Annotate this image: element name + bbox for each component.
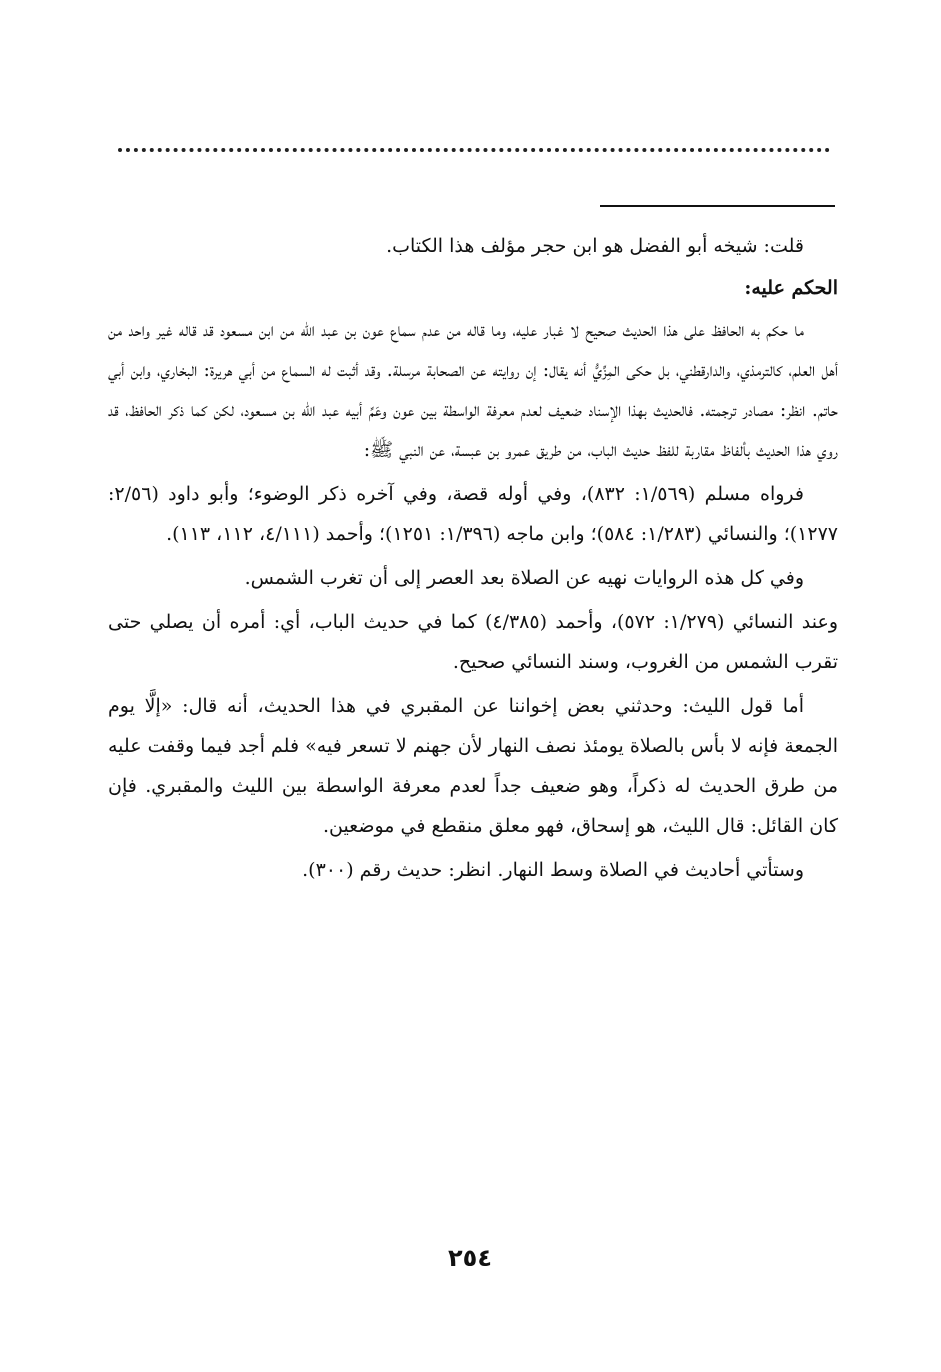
- paragraph-ruling: ما حكم به الحافظ على هذا الحديث صحيح لا غبار عليه، وما قاله من عدم سماع عون بن عبد الله من ابن مسعود قد قاله غير واحد من أهل العلم، كالترمذي، والدارقطني، بل حكى المِزِّيُّ أنه يقال: إن روايته عن الصحابة مرسلة. وقد أثبت له السماع من أبي هريرة: البخاري، وابن أبي حاتم. انظر: مصادر ترجمته. فالحديث بهذا الإسناد ضعيف لعدم معرفة الواسطة بين عون وعَمِّ أبيه عبد الله بن مسعود، لكن كما ذكر الحافظ، قد روي هذا الحديث بألفاظ مقاربة للفظ حديث الباب، من طريق عمرو بن عبسة، عن النبي ﷺ:: [108, 319, 838, 461]
- paragraph-nasai: وعند النسائي (١/٢٧٩: ٥٧٢)، وأحمد (٤/٣٨٥) كما في حديث الباب، أي: أمره أن يصلي حتى تقرب الشمس من الغروب، وسند النسائي صحيح.: [108, 611, 838, 673]
- paragraph-layth: أما قول الليث: وحدثني بعض إخواننا عن المقبري في هذا الحديث، أنه قال: «إلَّا يوم الجمعة فإنه لا بأس بالصلاة يومئذ نصف النهار لأن جهنم لا تسعر فيه» فلم أجد فيما وقفت عليه من طرق الحديث له ذكراً، وهو ضعيف جداً لعدم معرفة الواسطة بين الليث والمقبري. فإن كان القائل: قال الليث، هو إسحاق، فهو معلق منقطع في موضعين.: [108, 695, 838, 837]
- section-heading-ruling: الحكم عليه:: [744, 277, 838, 299]
- paragraph-cross-reference: وستأتي أحاديث في الصلاة وسط النهار. انظر: حديث رقم (٣٠٠).: [302, 859, 804, 881]
- paragraph-muslim-narration: فرواه مسلم (١/٥٦٩: ٨٣٢)، وفي أوله قصة، وفي آخره ذكر الوضوء؛ وأبو داود (٢/٥٦: ١٢٧٧)؛ والنسائي (١/٢٨٣: ٥٨٤)؛ وابن ماجه (١/٣٩٦: ١٢٥١)؛ وأحمد (٤/١١١، ١١٢، ١١٣).: [108, 483, 838, 545]
- paragraph-prohibition: وفي كل هذه الروايات نهيه عن الصلاة بعد العصر إلى أن تغرب الشمس.: [244, 567, 804, 589]
- page-text: [108, 226, 838, 890]
- page-number: ٢٥٤: [448, 1244, 492, 1272]
- dotted-separator: [118, 148, 830, 152]
- footnote-rule: [600, 205, 835, 207]
- paragraph-shaykh-note: قلت: شيخه أبو الفضل هو ابن حجر مؤلف هذا الكتاب.: [386, 235, 804, 257]
